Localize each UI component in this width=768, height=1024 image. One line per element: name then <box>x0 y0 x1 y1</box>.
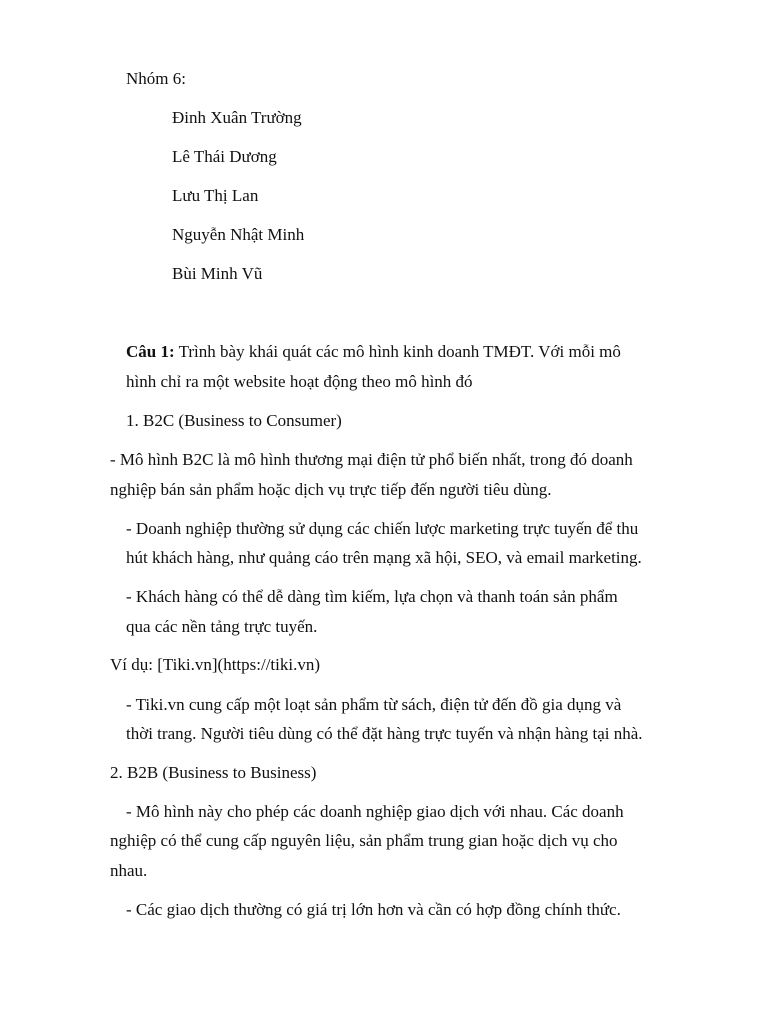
member-name: Bùi Minh Vũ <box>172 264 263 283</box>
paragraph-line: nghiệp bán sản phẩm hoặc dịch vụ trực tiếp đến người tiêu dùng. <box>110 480 552 499</box>
paragraph-line: nhau. <box>110 861 148 880</box>
question-label: Câu 1: <box>126 342 175 361</box>
question-text-continued: hình chỉ ra một website hoạt động theo mô hình đó <box>126 372 473 391</box>
paragraph-line: - Tiki.vn cung cấp một loạt sản phẩm từ sách, điện tử đến đồ gia dụng và <box>126 695 622 714</box>
paragraph-line: qua các nền tảng trực tuyến. <box>126 617 318 636</box>
paragraph-line: hút khách hàng, như quảng cáo trên mạng xã hội, SEO, và email marketing. <box>126 548 642 567</box>
paragraph-line: - Khách hàng có thể dễ dàng tìm kiếm, lựa chọn và thanh toán sản phẩm <box>126 587 618 606</box>
paragraph-line: - Mô hình B2C là mô hình thương mại điện tử phổ biến nhất, trong đó doanh <box>110 450 633 469</box>
member-name: Lê Thái Dương <box>172 147 277 166</box>
question-line <box>126 342 621 362</box>
member-name: Đinh Xuân Trường <box>172 108 302 127</box>
example-line: Ví dụ: [Tiki.vn](https://tiki.vn) <box>110 655 321 674</box>
section-heading-b2c: 1. B2C (Business to Consumer) <box>126 411 342 430</box>
paragraph-line: - Doanh nghiệp thường sử dụng các chiến lược marketing trực tuyến để thu <box>126 519 639 538</box>
paragraph-line: - Các giao dịch thường có giá trị lớn hơn và cần có hợp đồng chính thức. <box>126 900 621 919</box>
paragraph-line: thời trang. Người tiêu dùng có thể đặt hàng trực tuyến và nhận hàng tại nhà. <box>126 724 643 743</box>
paragraph-line: nghiệp có thể cung cấp nguyên liệu, sản phẩm trung gian hoặc dịch vụ cho <box>110 831 618 850</box>
member-name: Nguyễn Nhật Minh <box>172 225 305 244</box>
section-heading-b2b: 2. B2B (Business to Business) <box>110 763 317 782</box>
group-title: Nhóm 6: <box>126 69 186 88</box>
question-text: Trình bày khái quát các mô hình kinh doanh TMĐT. Với mỗi mô <box>174 342 621 361</box>
member-name: Lưu Thị Lan <box>172 186 259 205</box>
paragraph-line: - Mô hình này cho phép các doanh nghiệp giao dịch với nhau. Các doanh <box>126 802 624 821</box>
